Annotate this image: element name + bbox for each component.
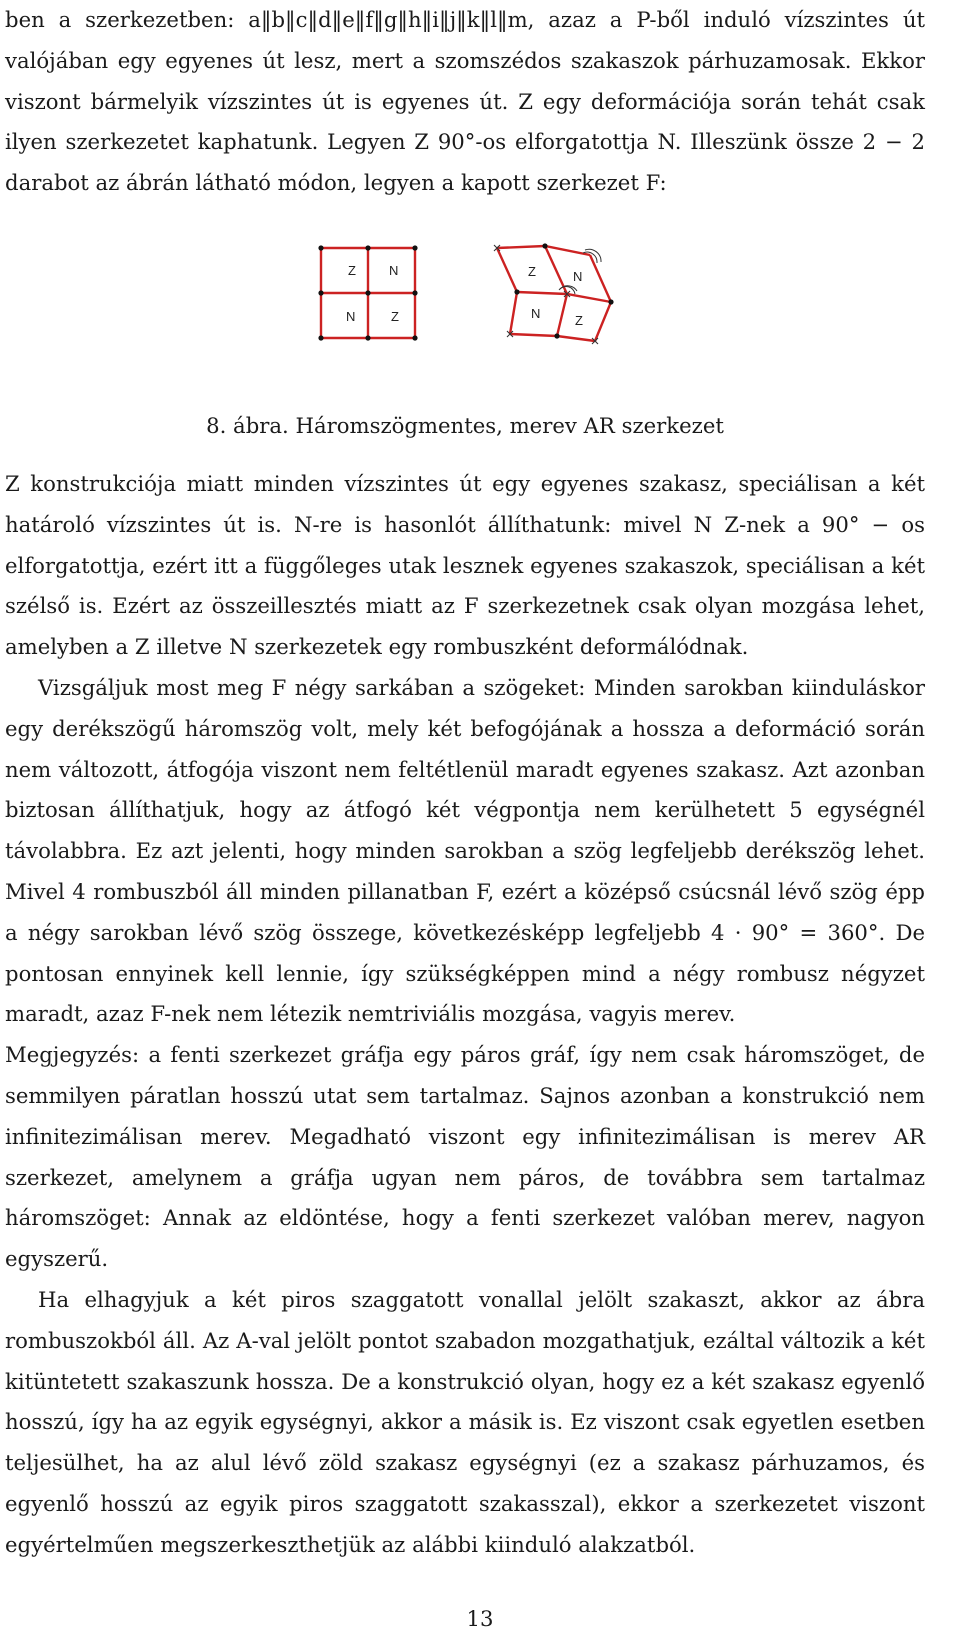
edge <box>497 248 517 334</box>
cell-label: N <box>531 305 541 321</box>
page-number: 13 <box>466 1606 494 1631</box>
figure-caption: 8. ábra. Háromszögmentes, merev AR szerkezet <box>206 412 724 438</box>
intro-text <box>5 0 925 204</box>
paragraph-text: Vizsgáljuk most meg F négy sarkában a szögeket: Minden sarokban kiinduláskor egy derékszögű háromszög volt, mely két befogójának a hossza a deformáció során nem változott, átfogója viszont nem feltétlenül maradt egyenes szakasz. Azt azonban biztosan állíthatjuk, hogy az átfogó két végpontja nem kerülhetett 5 egységnél távolabbra. Ez azt jelenti, hogy minden sarokban a szög legfeljebb derékszög lehet. Mivel 4 rombuszból áll minden pillanatban F, ezért a középső csúcsnál lévő szög épp a négy sarokban lévő szög összege, következésképp legfeljebb 4 · 90° = 360°. De pontosan ennyinek kell lennie, így szükségképpen mind a négy rombusz négyzet maradt, azaz F-nek nem létezik nemtriviális mozgása, vagyis merev. <box>5 674 925 1027</box>
intro-line: ben a szerkezetben: a‖b‖c‖d‖e‖f‖g‖h‖i‖j‖k‖l‖m, azaz a P-ből induló vízszintes út <box>5 7 925 32</box>
page-body <box>5 0 925 1566</box>
intro-line: darabot az ábrán látható módon, legyen a kapott szerkezet F: <box>5 170 667 196</box>
cell-label: Z <box>575 312 583 328</box>
intro-line: valójában egy egyenes út lesz, mert a szomszédos szakaszok párhuzamosak. Ekkor <box>5 47 925 73</box>
paragraph <box>5 1280 925 1566</box>
edge <box>545 246 567 336</box>
paragraph <box>5 1035 925 1280</box>
paragraph-text: Z konstrukciója miatt minden vízszintes út egy egyenes szakasz, speciálisan a két határoló vízszintes út is. N-re is hasonlót állíthatunk: mivel N Z-nek a 90° − os elforgatottja, ezért itt a függőleges utak lesznek egyenes szakaszok, speciálisan a két szélső is. Ezért az összeillesztés miatt az F szerkezetnek csak olyan mozgása lehet, amelyben a Z illetve N szerkezetek egy rombuszként deformálódnak. <box>5 470 925 660</box>
paragraph <box>5 464 925 668</box>
paragraph-text: Ha elhagyjuk a két piros szaggatott vonallal jelölt szakaszt, akkor az ábra rombuszokból áll. Az A-val jelölt pontot szabadon mozgathatjuk, ezáltal változik a két kitüntetett szakaszunk hossza. De a konstrukció olyan, hogy ez a két szakasz egyenlő hosszú, így ha az egyik egységnyi, akkor a másik is. Ez viszont csak egyetlen esetben teljesülhet, ha az alul lévő zöld szakasz egységnyi (ez a szakasz párhuzamos, és egyenlő hosszú az egyik piros szaggatott szakasszal), ekkor a szerkezetet viszont egyértelműen megszerkeszthetjük az alábbi kiinduló alakzatból. <box>5 1286 925 1557</box>
body-paragraphs <box>5 464 925 1566</box>
cell-label: Z <box>528 263 536 279</box>
cell-label: N <box>573 268 583 284</box>
intro-line: ilyen szerkezetet kaphatunk. Legyen Z 90°-os elforgatottja N. Illeszünk össze 2 − 2 <box>5 129 925 155</box>
paragraph <box>5 668 925 1035</box>
intro-line: viszont bármelyik vízszintes út is egyenes út. Z egy deformációja során tehát csak <box>5 88 925 114</box>
cell-label: Z <box>348 262 356 278</box>
right-grid <box>497 246 611 341</box>
edge <box>510 334 595 341</box>
paragraph-text: Megjegyzés: a fenti szerkezet gráfja egy páros gráf, így nem csak háromszöget, de semmilyen páratlan hosszú utat sem tartalmaz. Sajnos azonban a konstrukció nem infinitezimálisan merev. Megadható viszont egy infinitezimálisan is merev AR szerkezet, amelynem a gráfja ugyan nem páros, de továbbra sem tartalmaz háromszöget: Annak az eldöntése, hogy a fenti szerkezet valóban merev, nagyon egyszerű. <box>5 1042 925 1272</box>
figure-8 <box>5 228 925 388</box>
cell-label: N <box>389 262 399 278</box>
figure-drawing <box>5 228 925 388</box>
cell-label: Z <box>391 308 399 324</box>
cell-label: N <box>346 308 356 324</box>
